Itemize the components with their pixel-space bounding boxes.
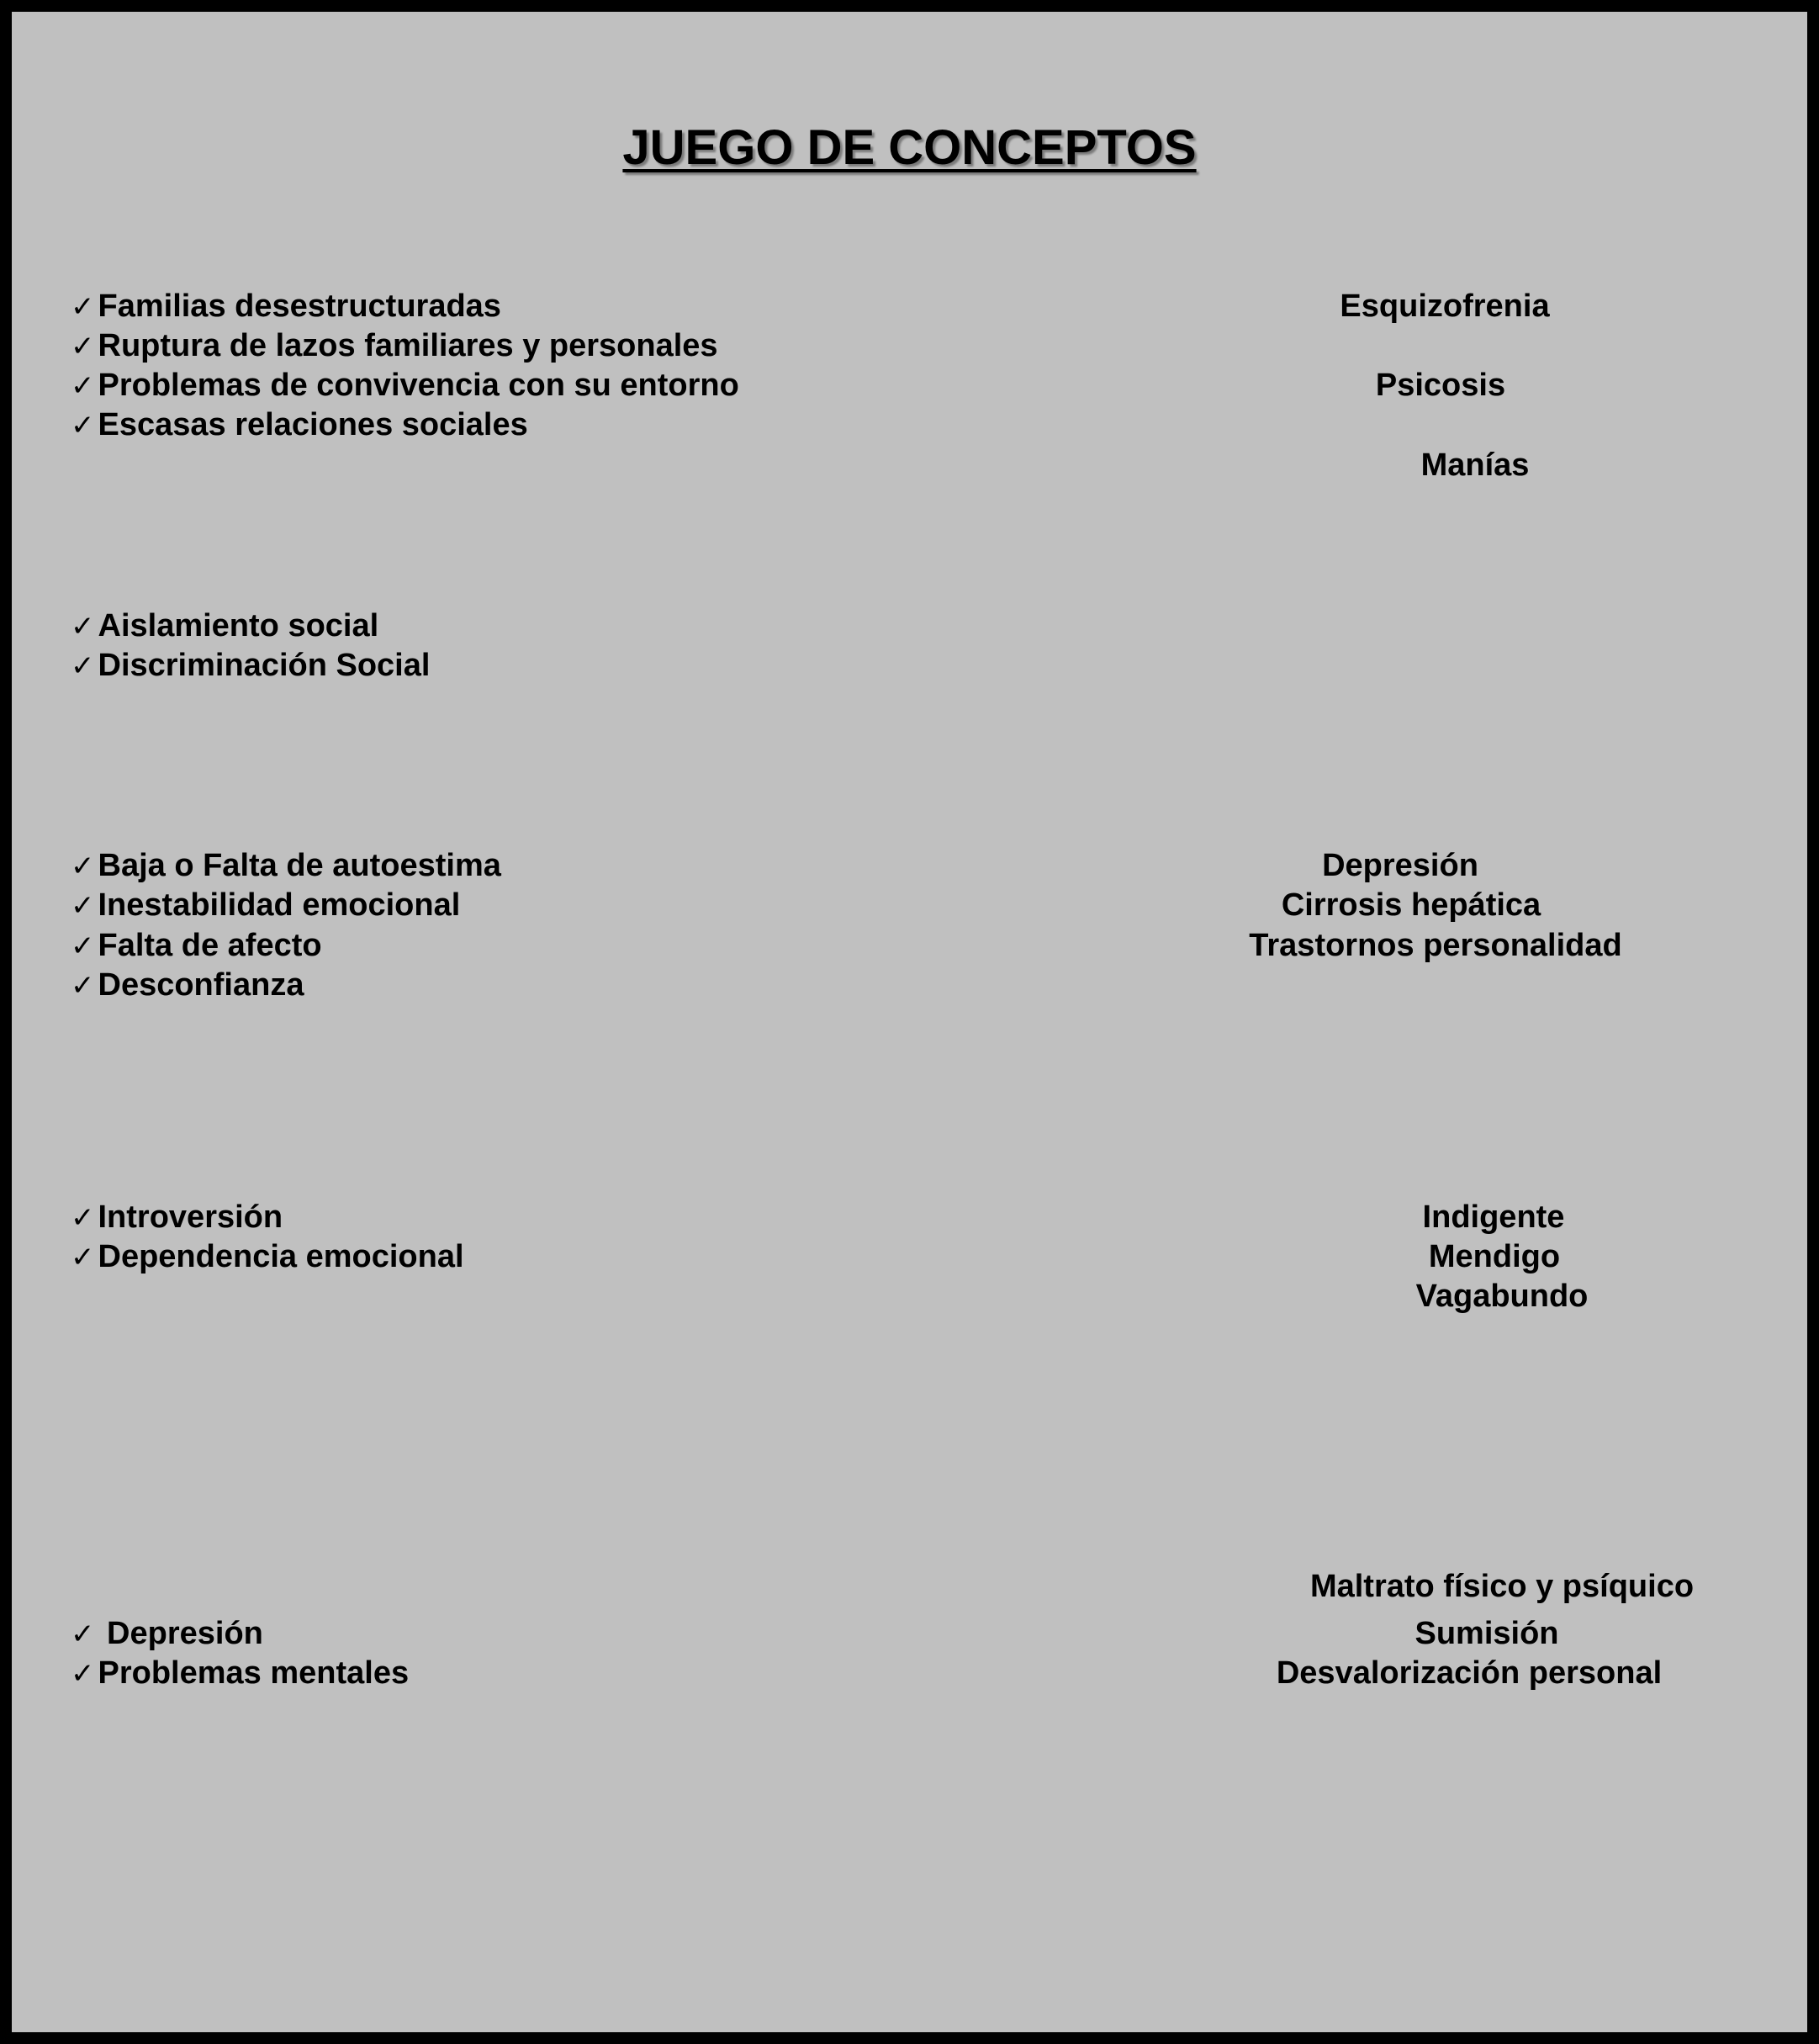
check-icon: ✓ xyxy=(71,889,95,923)
list-item: ✓ Ruptura de lazos familiares y personales xyxy=(71,328,718,363)
list-item: ✓ Escasas relaciones sociales xyxy=(71,407,528,442)
check-icon: ✓ xyxy=(71,649,95,683)
check-icon: ✓ xyxy=(71,369,95,403)
list-item: ✓ Aislamiento social xyxy=(71,608,379,643)
list-item: ✓ Desconfianza xyxy=(71,967,304,1003)
check-icon: ✓ xyxy=(71,610,95,643)
concept-label: Vagabundo xyxy=(1415,1279,1589,1314)
concept-label: Sumisión xyxy=(1414,1616,1559,1651)
list-item: ✓ Baja o Falta de autoestima xyxy=(71,848,501,883)
list-item: ✓ Inestabilidad emocional xyxy=(71,887,461,923)
check-icon: ✓ xyxy=(71,330,95,363)
list-item: ✓ Problemas de convivencia con su entorno xyxy=(71,368,739,403)
check-icon: ✓ xyxy=(71,1201,95,1235)
list-item: ✓ Discriminación Social xyxy=(71,648,431,683)
check-icon: ✓ xyxy=(71,850,95,883)
check-icon: ✓ xyxy=(71,1618,95,1651)
list-item: ✓ Dependencia emocional xyxy=(71,1239,464,1274)
concept-label: Esquizofrenia xyxy=(1340,289,1550,324)
check-icon: ✓ xyxy=(71,1241,95,1274)
check-icon: ✓ xyxy=(71,969,95,1003)
slide-title: JUEGO DE CONCEPTOS xyxy=(622,120,1197,175)
list-item: ✓ Falta de afecto xyxy=(71,928,322,963)
check-icon: ✓ xyxy=(71,1657,95,1691)
check-icon: ✓ xyxy=(71,929,95,963)
list-item: ✓ Introversión xyxy=(71,1199,283,1235)
check-icon: ✓ xyxy=(71,409,95,442)
list-item: ✓ Problemas mentales xyxy=(71,1655,410,1691)
list-item: ✓ Depresión xyxy=(71,1616,263,1651)
concept-label: Trastornos personalidad xyxy=(1249,928,1622,963)
list-item: ✓ Familias desestructuradas xyxy=(71,289,501,324)
check-icon: ✓ xyxy=(71,290,95,324)
concept-label: Indigente xyxy=(1422,1199,1565,1235)
slide xyxy=(12,12,1807,2032)
concept-label: Desvalorización personal xyxy=(1276,1655,1663,1691)
concept-label: Psicosis xyxy=(1375,368,1506,403)
concept-label: Mendigo xyxy=(1428,1239,1561,1274)
concept-label: Maltrato físico y psíquico xyxy=(1309,1569,1695,1604)
concept-label: Cirrosis hepática xyxy=(1281,887,1541,923)
concept-label: Depresión xyxy=(1322,848,1478,883)
concept-label: Manías xyxy=(1420,447,1530,483)
